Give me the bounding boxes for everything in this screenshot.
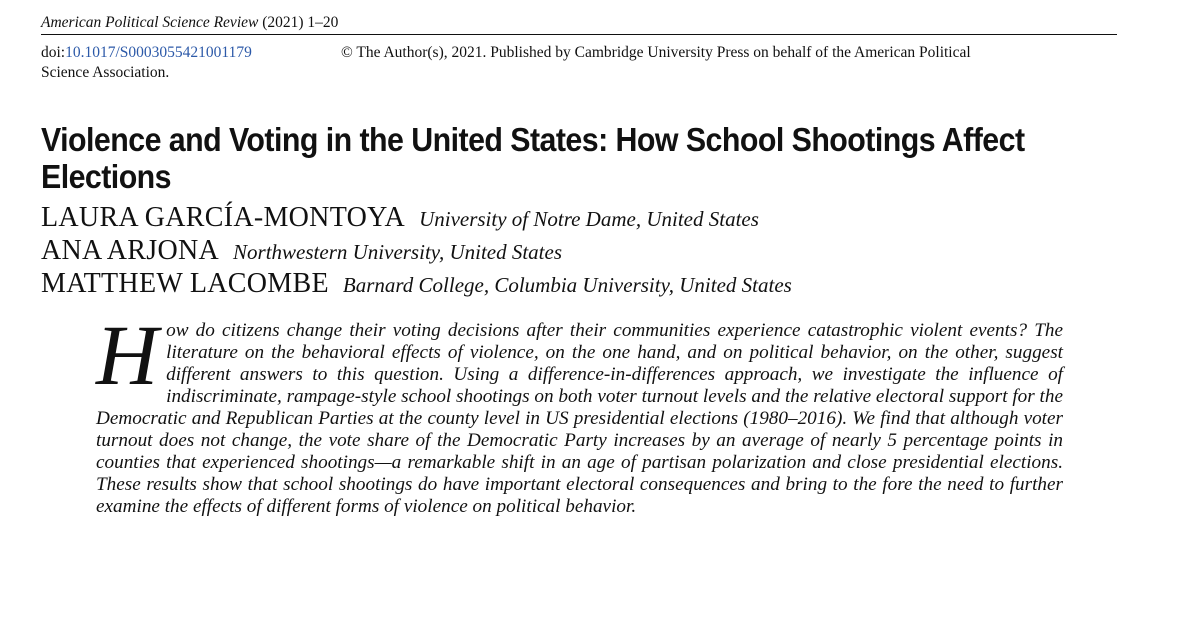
doi-link[interactable]: 10.1017/S0003055421001179 (65, 44, 252, 61)
doi-copyright-row (41, 43, 1117, 83)
author-entry (41, 201, 1141, 234)
author-name: MATTHEW LACOMBE (41, 268, 329, 299)
author-affiliation: University of Notre Dame, United States (419, 207, 759, 231)
author-affiliation: Barnard College, Columbia University, United States (342, 273, 792, 297)
journal-issue-pages: (2021) 1–20 (258, 14, 339, 31)
author-entry (41, 234, 1141, 267)
author-list (41, 201, 1141, 300)
copyright-notice: © The Author(s), 2021. Published by Cambridge University Press on behalf of the American Political (341, 44, 971, 61)
author-name: LAURA GARCÍA-MONTOYA (41, 202, 406, 233)
journal-header (41, 14, 1117, 35)
journal-name: American Political Science Review (41, 14, 259, 31)
copyright-notice-continued: Science Association. (41, 64, 170, 81)
author-name: ANA ARJONA (41, 235, 220, 266)
article-title: Violence and Voting in the United States: How School Shootings Affect Elections (41, 121, 1025, 195)
abstract-dropcap: H (96, 307, 159, 403)
abstract-text: ow do citizens change their voting decisions after their communities experience catastrophic violent events? The literature on the behavioral effects of violence, on the one hand, and on political behavior, on the other, suggest different answers to this question. Using a difference-in-differences approach, we investigate the influence of indiscriminate, rampage-style school shootings on both voter turnout levels and the relative electoral support for the Democratic and Republican Parties at the county level in US presidential elections (1980–2016). We find that although voter turnout does not change, the vote share of the Democratic Party increases by an average of nearly 5 percentage points in counties that experienced shootings—a remarkable shift in an age of partisan polarization and close presidential elections. These results show that school shootings do have important electoral consequences and bring to the fore the need to further examine the effects of different forms of violence on political behavior. (96, 320, 1063, 517)
doi-label: doi: (41, 44, 66, 61)
author-entry (41, 267, 1141, 300)
author-affiliation: Northwestern University, United States (233, 240, 563, 264)
abstract (96, 307, 1063, 518)
